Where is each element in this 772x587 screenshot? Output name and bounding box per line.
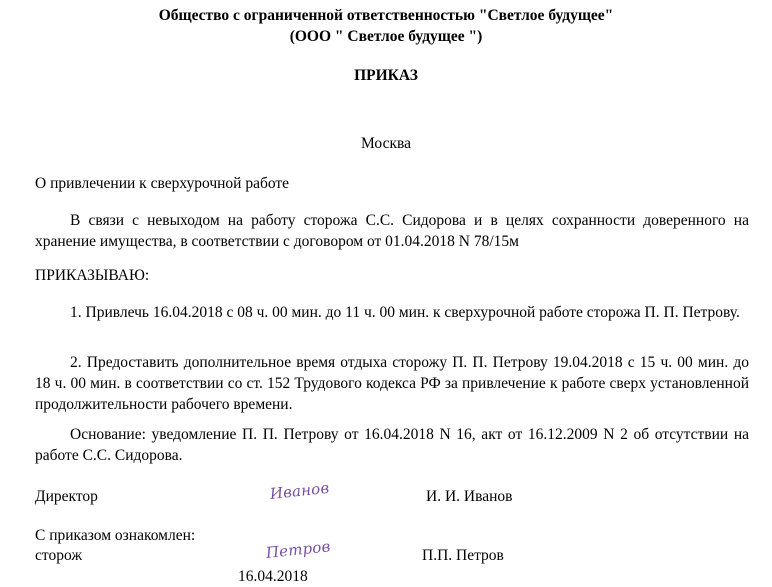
- order-word: ПРИКАЗЫВАЮ:: [35, 267, 150, 284]
- director-name: И. И. Иванов: [426, 488, 513, 505]
- director-title: Директор: [35, 488, 98, 505]
- employee-signature: Петров: [265, 537, 332, 562]
- director-signature: Иванов: [269, 478, 331, 503]
- order-item-1: 1. Привлечь 16.04.2018 с 08 ч. 00 мин. до 11 ч. 00 мин. к сверхурочной работе сторожа П. П. Петрову.: [70, 304, 740, 321]
- employee-name: П.П. Петров: [422, 547, 504, 564]
- document-title: ПРИКАЗ: [354, 67, 418, 84]
- organization-short-name: (ООО " Светлое будущее "): [289, 28, 483, 45]
- document-subject: О привлечении к сверхурочной работе: [35, 175, 290, 192]
- document-city: Москва: [361, 135, 411, 152]
- organization-full-name: Общество с ограниченной ответственностью "Светлое будущее": [158, 7, 614, 24]
- acknowledgement-date: 16.04.2018: [238, 568, 308, 585]
- preamble-paragraph: В связи с невыходом на работу сторожа С.С. Сидорова и в целях сохранности доверенного на хранение имущества, в соответствии с договором от 01.04.2018 N 78/15м: [35, 212, 749, 250]
- basis-paragraph: Основание: уведомление П. П. Петрову от 16.04.2018 N 16, акт от 16.12.2009 N 2 об отсутствии на работе С.С. Сидорова.: [35, 426, 749, 464]
- employee-position: сторож: [35, 547, 83, 564]
- acknowledgement-label: С приказом ознакомлен:: [35, 527, 196, 544]
- order-item-2: 2. Предоставить дополнительное время отдыха сторожу П. П. Петрову 19.04.2018 с 15 ч. 00 мин. до 18 ч. 00 мин. в соответствии со ст. 152 Трудового кодекса РФ за привлечение к работе сверх установленной продолжительности рабочего времени.: [35, 354, 749, 413]
